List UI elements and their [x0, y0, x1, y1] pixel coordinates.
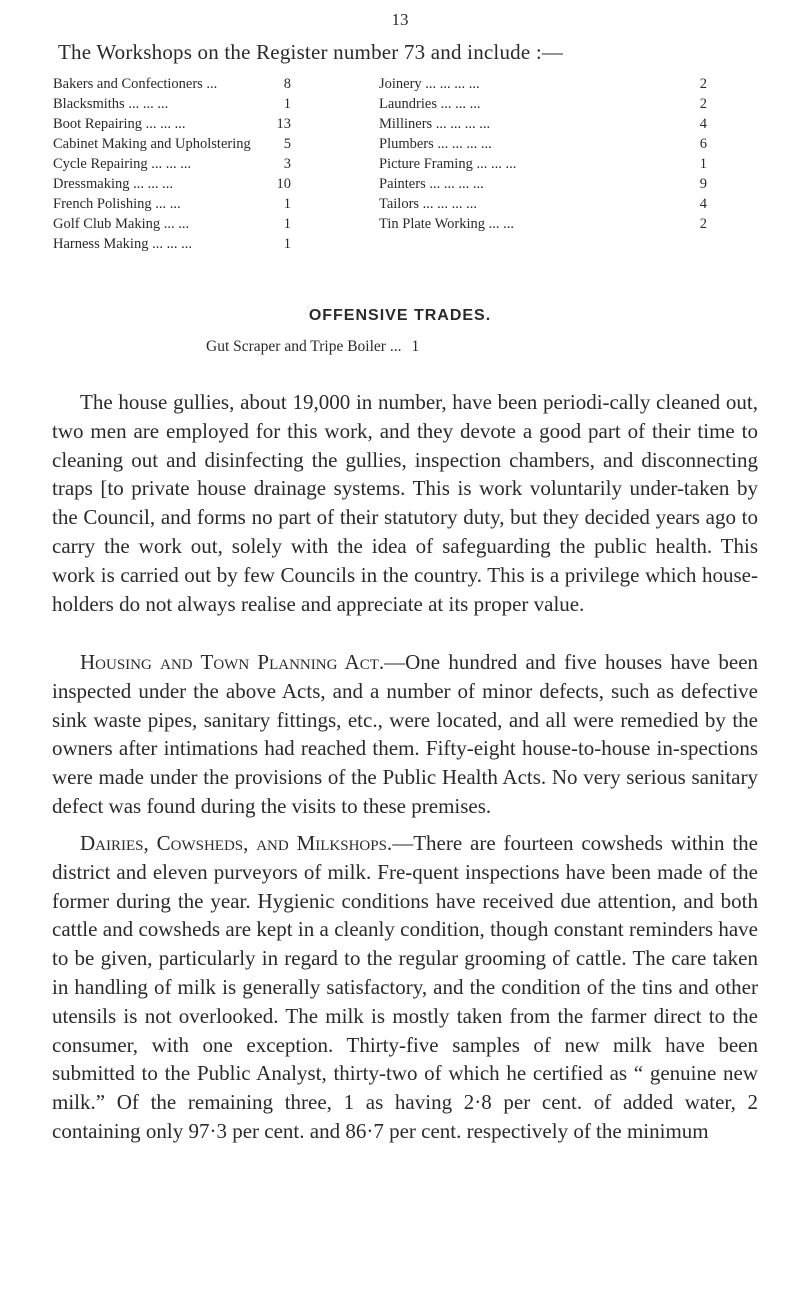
trade-row — [379, 94, 707, 114]
trade-count: 1 — [283, 236, 291, 252]
trade-name: Milliners ... ... ... ... — [379, 116, 491, 132]
trade-count: 1 — [283, 96, 291, 112]
trade-row — [379, 174, 707, 194]
trade-row — [53, 174, 291, 194]
workshops-intro: The Workshops on the Register number 73 and include :— — [58, 40, 564, 64]
offensive-trade-count: 1 — [411, 338, 420, 355]
trade-name: Tin Plate Working ... ... — [379, 216, 514, 232]
trade-row — [53, 74, 291, 94]
dairies-text: —There are fourteen cowsheds within the district and eleven purveyors of milk. Fre-quent inspections have been made of the former during the year. Hygienic conditions have received due attention, and both cattle and cowsheds are kept in a cleanly condition, though constant reminders have to be given, particularly in regard to the regular grooming of cattle. The care taken in handling of milk is generally satisfactory, and the condition of the tins and other utensils is not overlooked. The milk is mostly taken from the farmer direct to the consumer, with one exception. Thirty-five samples of new milk have been submitted to the Public Analyst, thirty-two of which he certified as “ genuine new milk.” Of the remaining three, 1 as having 2·8 per cent. of added water, 2 containing only 97·3 per cent. and 86·7 per cent. respectively of the minimum — [52, 831, 759, 1143]
offensive-trade-row — [206, 338, 419, 356]
trade-row — [53, 114, 291, 134]
dairies-heading: Dairies, Cowsheds, and Milkshops. — [80, 831, 393, 855]
trade-row — [53, 234, 291, 254]
trade-name: Blacksmiths ... ... ... — [53, 96, 169, 112]
trade-name: Bakers and Confectioners ... — [53, 76, 218, 92]
workshops-column-right — [379, 74, 707, 234]
trade-row — [53, 134, 291, 154]
trade-row — [53, 214, 291, 234]
trade-name: Laundries ... ... ... — [379, 96, 481, 112]
housing-paragraph — [52, 648, 758, 821]
trade-name: Joinery ... ... ... ... — [379, 76, 480, 92]
trade-count: 13 — [276, 116, 291, 132]
offensive-trade-name: Gut Scraper and Tripe Boiler ... — [206, 338, 402, 355]
dairies-paragraph — [52, 829, 758, 1146]
trade-name: Cycle Repairing ... ... ... — [53, 156, 192, 172]
trade-name: Dressmaking ... ... ... — [53, 176, 174, 192]
trade-name: Boot Repairing ... ... ... — [53, 116, 186, 132]
trade-name: Tailors ... ... ... ... — [379, 196, 478, 212]
trade-count: 2 — [699, 216, 707, 232]
trade-count: 6 — [699, 136, 707, 152]
trade-count: 9 — [699, 176, 707, 192]
trade-count: 4 — [699, 116, 707, 132]
trade-row — [379, 74, 707, 94]
trade-count: 4 — [699, 196, 707, 212]
trade-count: 8 — [283, 76, 291, 92]
housing-heading: Housing and Town Planning Act. — [80, 650, 385, 674]
trade-row — [53, 194, 291, 214]
trade-count: 10 — [276, 176, 291, 192]
trade-count: 1 — [283, 196, 291, 212]
trade-row — [379, 194, 707, 214]
trade-name: Painters ... ... ... ... — [379, 176, 484, 192]
trade-name: French Polishing ... ... — [53, 196, 181, 212]
trade-row — [379, 134, 707, 154]
trade-count: 2 — [699, 76, 707, 92]
trade-count: 3 — [283, 156, 291, 172]
gullies-paragraph: The house gullies, about 19,000 in number, have been periodi-cally cleaned out, two men are employed for this work, and they devote a good part of their time to cleaning out and disinfecting the gullies, inspection chambers, and disconnecting traps [to private house drainage systems. This is work voluntarily under-taken by the Council, and forms no part of their statutory duty, but they decided years ago to carry the work out, solely with the idea of safeguarding the public health. This work is carried out by few Councils in the country. This is a privilege which house-holders do not always realise and appreciate at its proper value. — [52, 390, 758, 616]
offensive-trades-heading: OFFENSIVE TRADES. — [308, 307, 492, 324]
trade-row — [53, 94, 291, 114]
workshops-column-left — [53, 74, 291, 254]
trade-name: Harness Making ... ... ... — [53, 236, 192, 252]
trade-row — [379, 214, 707, 234]
trade-count: 2 — [699, 96, 707, 112]
trade-row — [379, 114, 707, 134]
trade-row — [379, 154, 707, 174]
trade-name: Cabinet Making and Upholstering — [53, 136, 251, 152]
trade-name: Golf Club Making ... ... — [53, 216, 190, 232]
trade-count: 1 — [283, 216, 291, 232]
trade-count: 1 — [699, 156, 707, 172]
trade-name: Picture Framing ... ... ... — [379, 156, 517, 172]
page-number: 13 — [391, 10, 409, 29]
trade-name: Plumbers ... ... ... ... — [379, 136, 492, 152]
trade-row — [53, 154, 291, 174]
housing-text: —One hundred and five houses have been inspected under the above Acts, and a number of minor defects, such as defective sink waste pipes, sanitary fittings, etc., were located, and all were remedied by the owners after intimations had reached them. Fifty-eight house-to-house in-spections were made under the provisions of the Public Health Acts. No very serious sanitary defect was found during the visits to these premises. — [52, 650, 759, 818]
trade-count: 5 — [283, 136, 291, 152]
